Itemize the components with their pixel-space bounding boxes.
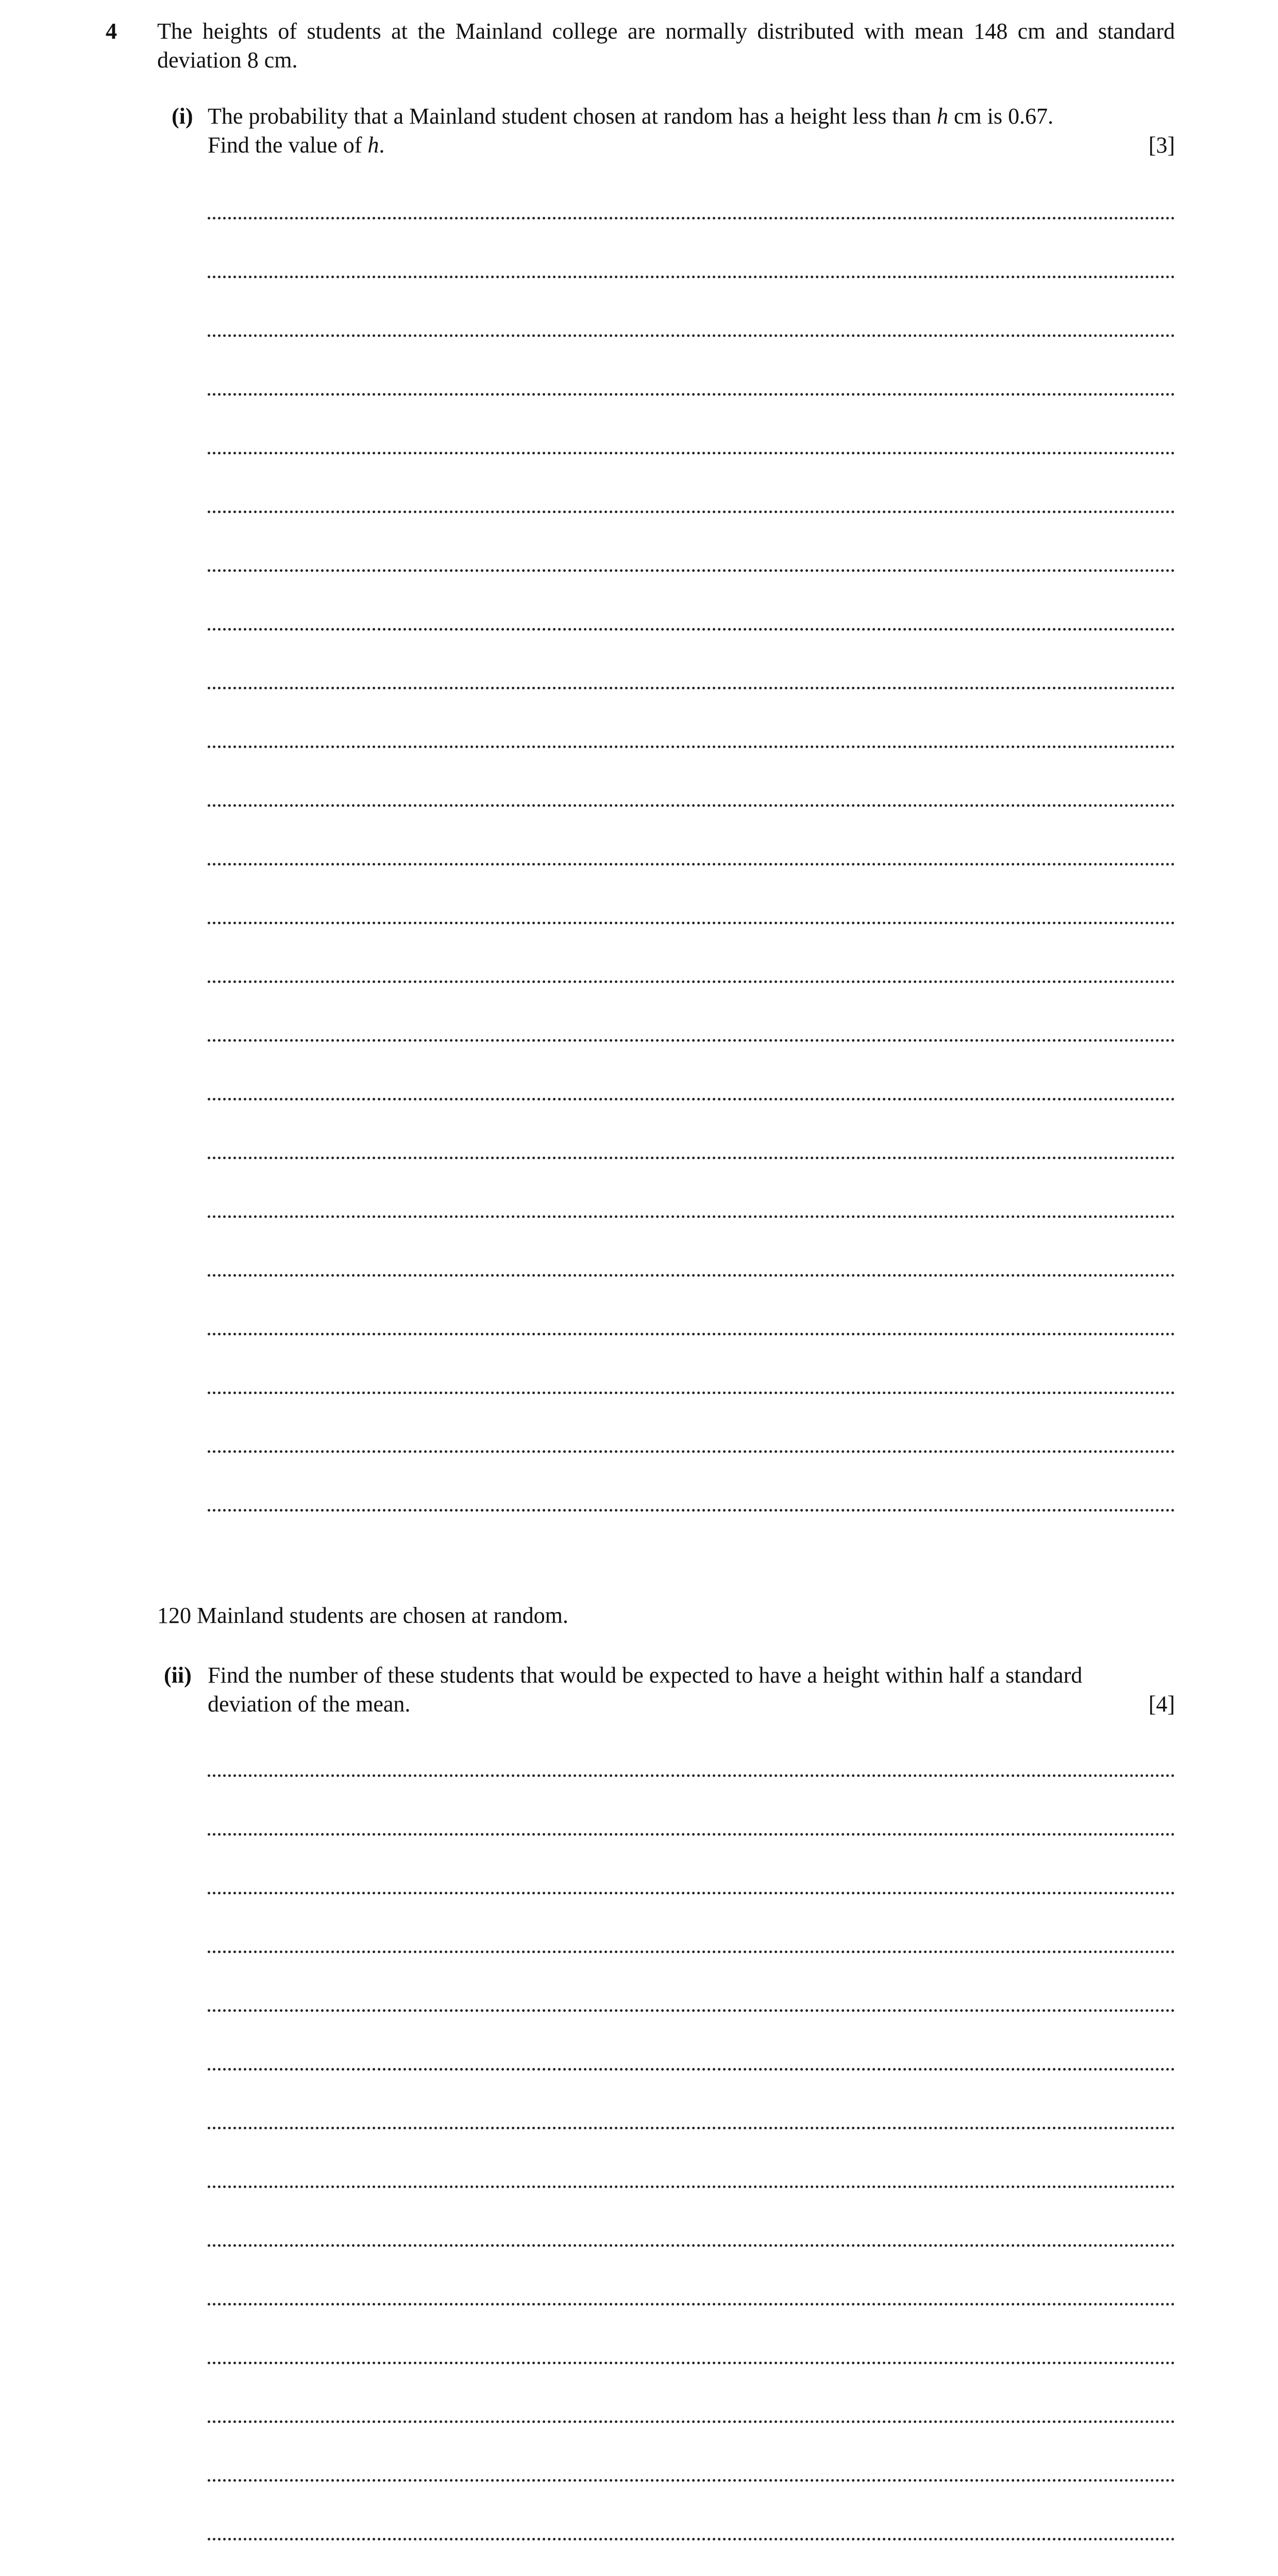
part-i-question	[208, 102, 1175, 160]
part-ii-answer-line[interactable]	[208, 1953, 1175, 2012]
part-i-answer-line[interactable]	[208, 396, 1175, 454]
question-intro: The heights of students at the Mainland college are normally distributed with mean 148 cm and standard deviation 8 cm.	[157, 19, 1175, 73]
part-ii-answer-line[interactable]	[208, 2188, 1175, 2247]
part-ii-marks: [4]	[1148, 1691, 1175, 1717]
part-ii-question	[208, 1661, 1175, 1719]
part-i-text-line2: Find the value of h.	[208, 132, 385, 158]
part-i-answer-line[interactable]	[208, 983, 1175, 1042]
part-i-label: (i)	[172, 104, 193, 129]
part-ii-answer-line[interactable]	[208, 2071, 1175, 2129]
part-ii-answer-line[interactable]	[208, 2482, 1175, 2540]
part-i-text-line1: The probability that a Mainland student chosen at random has a height less than h cm is 0.67.	[208, 104, 1054, 129]
part-ii-answer-line[interactable]	[208, 2129, 1175, 2188]
part-i-answer-line[interactable]	[208, 454, 1175, 513]
part-i-answer-line[interactable]	[208, 513, 1175, 572]
part-i-answer-line[interactable]	[208, 337, 1175, 396]
part-ii-answer-line[interactable]	[208, 2364, 1175, 2423]
part-i-answer-line[interactable]	[208, 1394, 1175, 1453]
part-i-answer-line[interactable]	[208, 807, 1175, 866]
part-ii-text-line1: Find the number of these students that would be expected to have a height within half a standard	[208, 1663, 1083, 1688]
part-i-answer-line[interactable]	[208, 689, 1175, 748]
part-i-answer-line[interactable]	[208, 1335, 1175, 1394]
part-i-answer-line[interactable]	[208, 572, 1175, 631]
part-ii-answer-line[interactable]	[208, 1777, 1175, 1836]
part-ii-answer-line[interactable]	[208, 2306, 1175, 2364]
question-number: 4	[106, 19, 117, 44]
part-ii-answer-line[interactable]	[208, 2540, 1175, 2576]
part-ii-answer-line[interactable]	[208, 2423, 1175, 2482]
part-i-answer-line[interactable]	[208, 1218, 1175, 1277]
part-i-answer-line[interactable]	[208, 866, 1175, 924]
question-stem: 120 Mainland students are chosen at random.	[157, 1603, 568, 1628]
part-ii-answer-line[interactable]	[208, 2247, 1175, 2306]
part-ii-answer-line[interactable]	[208, 1836, 1175, 1894]
part-ii-answer-line[interactable]	[208, 2012, 1175, 2071]
part-ii-label: (ii)	[164, 1663, 192, 1688]
part-ii-text-line2: deviation of the mean.	[208, 1691, 411, 1717]
part-i-answer-line[interactable]	[208, 748, 1175, 807]
part-i-marks: [3]	[1148, 132, 1175, 158]
part-i-answer-line[interactable]	[208, 278, 1175, 337]
part-i-answer-line[interactable]	[208, 219, 1175, 278]
part-i-answer-line[interactable]	[208, 1100, 1175, 1159]
part-i-answer-line[interactable]	[208, 1453, 1175, 1512]
part-ii-answer-line[interactable]	[208, 1894, 1175, 1953]
part-i-answer-line[interactable]	[208, 161, 1175, 219]
answer-area-part-i[interactable]	[208, 161, 1175, 1512]
part-i-answer-line[interactable]	[208, 1042, 1175, 1100]
part-ii-answer-line[interactable]	[208, 1718, 1175, 1777]
part-i-answer-line[interactable]	[208, 924, 1175, 983]
answer-area-part-ii[interactable]	[208, 1718, 1175, 2576]
part-i-answer-line[interactable]	[208, 631, 1175, 689]
part-i-answer-line[interactable]	[208, 1277, 1175, 1335]
part-i-answer-line[interactable]	[208, 1159, 1175, 1218]
